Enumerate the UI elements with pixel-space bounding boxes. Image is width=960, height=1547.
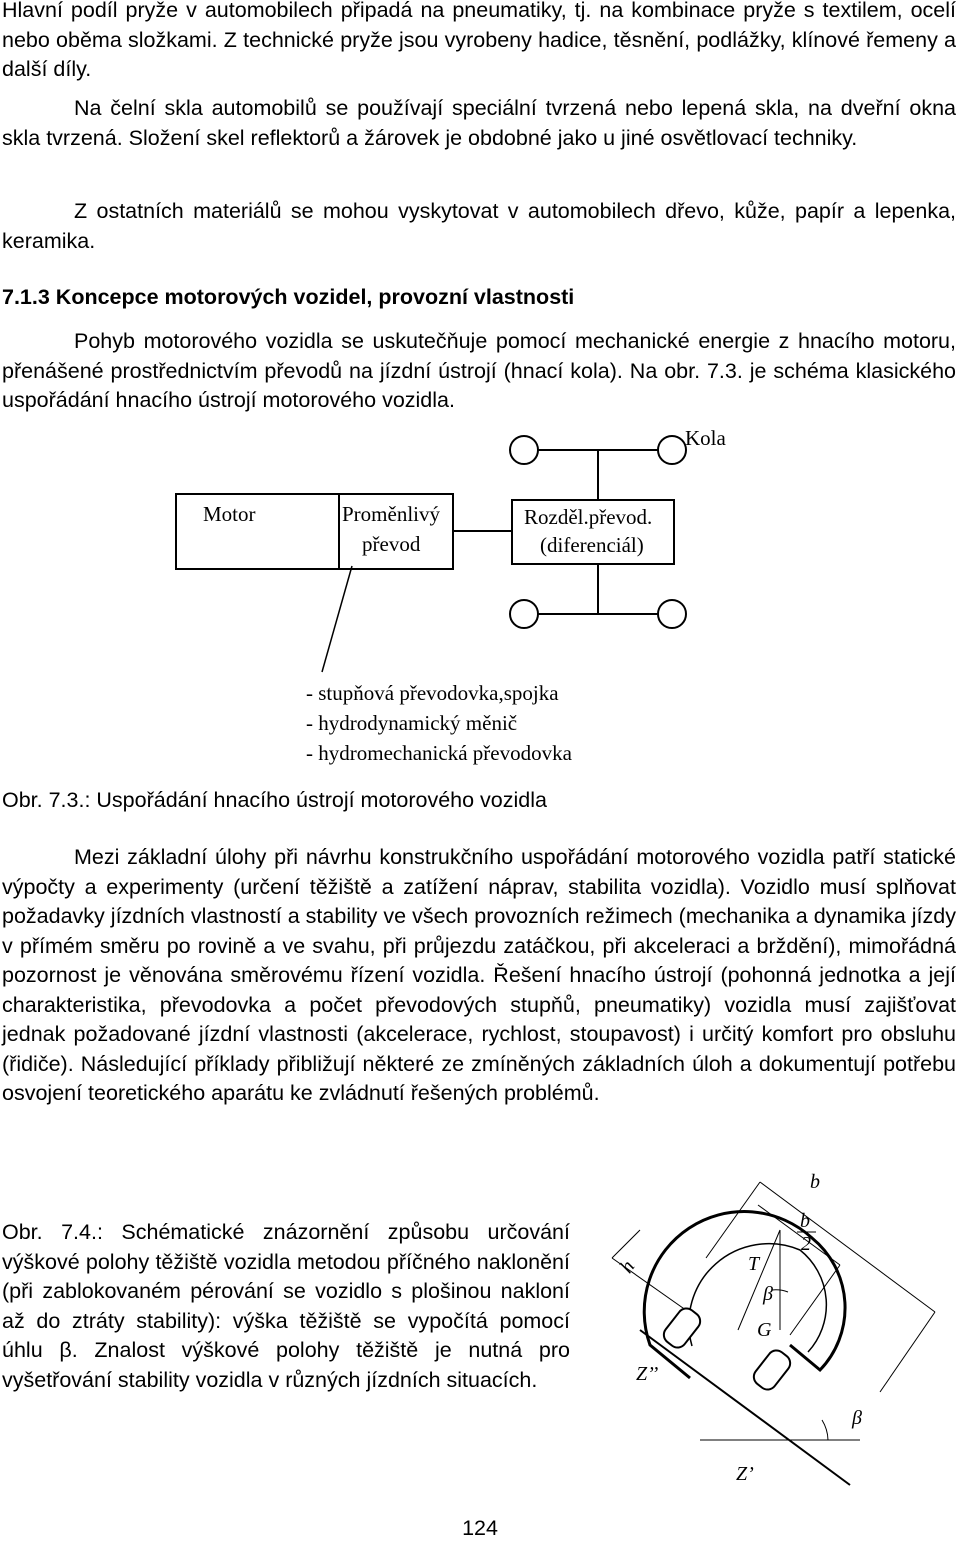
paragraph-rubber: Hlavní podíl pryže v automobilech připadá na pneumatiky, tj. na kombinace pryže s textilem, ocelí nebo oběma složkami. Z technické pryže jsou vyrobeny hadice, těsnění, podlážky, klínové řemeny a další díly. <box>2 0 956 81</box>
dimension-tick-3 <box>790 1265 840 1335</box>
leader-line <box>322 566 352 672</box>
label-Z-double: Z’’ <box>636 1363 659 1385</box>
list-item-1: - stupňová převodovka,spojka <box>306 681 559 705</box>
upper-left-wheel <box>510 436 538 464</box>
motor-block <box>176 494 339 569</box>
left-tilt-wheel <box>660 1305 704 1351</box>
lower-right-wheel <box>658 600 686 628</box>
motor-label: Motor <box>203 502 256 526</box>
section-heading: 7.1.3 Koncepce motorových vozidel, provozní vlastnosti <box>2 285 575 309</box>
paragraph-other-materials: Z ostatních materiálů se mohou vyskytovat v automobilech dřevo, kůže, papír a lepenka, keramika. <box>2 199 956 253</box>
platform-line <box>640 1330 850 1485</box>
drivetrain-diagram <box>0 400 960 780</box>
variable-transmission-label-1: Proměnlivý <box>342 502 440 526</box>
right-tilt-wheel <box>750 1347 794 1393</box>
label-b2-denominator: 2 <box>801 1233 811 1255</box>
dimension-line-b <box>760 1182 935 1312</box>
dimension-tick-h <box>612 1230 640 1258</box>
upper-right-wheel <box>658 436 686 464</box>
label-G: G <box>757 1319 772 1341</box>
label-beta-bottom: β <box>852 1407 862 1429</box>
label-b: b <box>810 1171 820 1193</box>
label-h: h <box>615 1256 640 1278</box>
lower-left-wheel <box>510 600 538 628</box>
differential-label-1: Rozděl.převod. <box>524 505 653 529</box>
paragraph-glass: Na čelní skla automobilů se používají speciální tvrzená nebo lepená skla, na dveřní okna skla tvrzená. Složení skel reflektorů a žárovek je obdobné jako u jiné osvětlovací techniky. <box>2 96 956 150</box>
label-Z-single: Z’ <box>736 1463 754 1485</box>
figure-73-caption: Obr. 7.3.: Uspořádání hnacího ústrojí motorového vozidla <box>2 788 547 812</box>
page-number: 124 <box>462 1516 498 1540</box>
differential-label-2: (diferenciál) <box>540 533 644 557</box>
vehicle-body <box>644 1212 845 1378</box>
variable-transmission-label-2: převod <box>362 532 421 556</box>
paragraph-propulsion: Pohyb motorového vozidla se uskutečňuje pomocí mechanické energie z hnacího motoru, přenášené prostřednictvím převodů na jízdní ústrojí (hnací kola). Na obr. 7.3. je schéma klasického uspořádání hnacího ústrojí motorového vozidla. <box>2 329 956 412</box>
tilt-diagram <box>580 1160 960 1505</box>
dimension-tick-1 <box>706 1182 760 1258</box>
label-b2-numerator: b <box>800 1210 810 1232</box>
label-beta-top: β <box>763 1283 773 1305</box>
figure-74-caption: Obr. 7.4.: Schématické znázornění způsobu určování výškové polohy těžiště vozidla metodou příčného naklonění (při zablokovaném pérování se vozidlo s plošinou nakloní až do ztráty stability): výška těžiště se vypočítá pomocí úhlu β. Znalost výškové polohy těžiště je nutná pro vyšetřování stability vozidla v různých jízdních situacích. <box>2 1220 570 1392</box>
kola-label: Kola <box>685 426 726 450</box>
angle-arc-bottom <box>822 1420 828 1440</box>
dimension-tick-2 <box>880 1312 935 1392</box>
list-item-2: - hydrodynamický měnič <box>306 711 518 735</box>
list-item-3: - hydromechanická převodovka <box>306 741 572 765</box>
paragraph-design-tasks: Mezi základní úlohy při návrhu konstrukčního uspořádání motorového vozidla patří statické výpočty a experimenty (určení těžiště a zatížení náprav, stabilita vozidla). Vozidlo musí splňovat požadavky jízdních vlastností a stability ve všech provozních režimech (mechanika a dynamika jízdy v přímém směru po rovině a ve svahu, při průjezdu zatáčkou, při akceleraci a brždění), mimořádná pozornost je věnována směrovému řízení vozidla. Řešení hnacího ústrojí (pohonná jednotka a její charakteristika, převodovka a počet převodových stupňů, pneumatiky) vozidla musí zajišťovat jednak požadované jízdní vlastnosti (akcelerace, rychlost, stoupavost) i určitý komfort pro obsluhu (řidiče). Následující příklady přibližují některé ze zmíněných základních úloh a dokumentují potřebu osvojení teoretického aparátu ke zvládnutí řešených problémů. <box>2 845 956 1105</box>
label-T: T <box>748 1253 760 1275</box>
